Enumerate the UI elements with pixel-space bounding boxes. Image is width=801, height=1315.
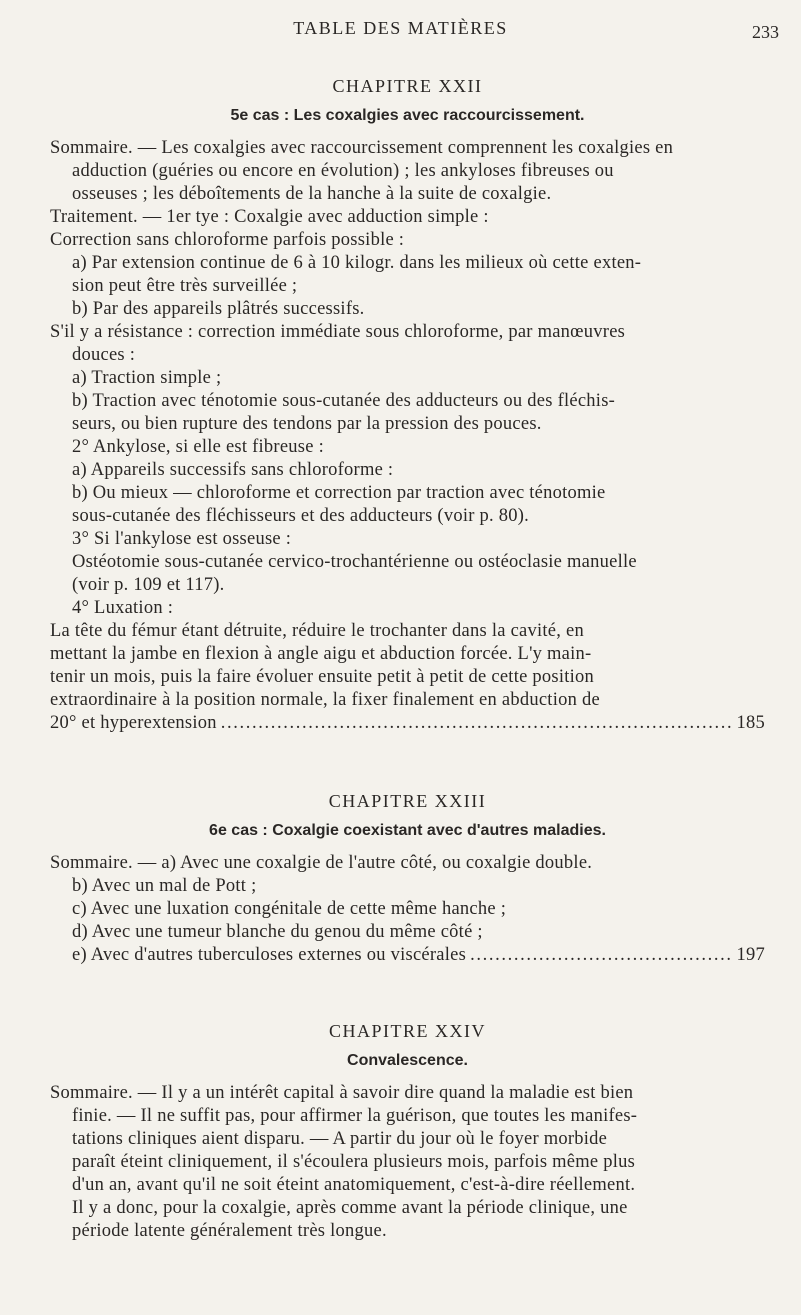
toc-page-number: 197 bbox=[736, 945, 765, 965]
table-of-contents bbox=[50, 58, 765, 1243]
text-line: Sommaire. — a) Avec une coxalgie de l'autre côté, ou coxalgie double. bbox=[50, 853, 593, 873]
chapter-subtitle: Convalescence. bbox=[347, 1052, 468, 1069]
dot-leader bbox=[470, 944, 732, 967]
text-line: seurs, ou bien rupture des tendons par la pression des pouces. bbox=[72, 414, 542, 434]
toc-page-number: 185 bbox=[736, 713, 765, 733]
text-line: période latente généralement très longue. bbox=[72, 1221, 387, 1241]
toc-entry bbox=[50, 944, 765, 967]
text-line: b) Ou mieux — chloroforme et correction par traction avec ténotomie bbox=[72, 483, 606, 503]
text-line: finie. — Il ne suffit pas, pour affirmer la guérison, que toutes les manifes- bbox=[72, 1106, 638, 1126]
text-line: a) Traction simple ; bbox=[72, 368, 222, 388]
toc-entry-text: e) Avec d'autres tuberculoses externes ou viscérales bbox=[72, 945, 467, 965]
text-line: Sommaire. — Il y a un intérêt capital à savoir dire quand la maladie est bien bbox=[50, 1083, 634, 1103]
text-line: a) Par extension continue de 6 à 10 kilogr. dans les milieux où cette exten- bbox=[72, 253, 642, 273]
text-line: 2° Ankylose, si elle est fibreuse : bbox=[72, 437, 324, 457]
text-line: adduction (guéries ou encore en évolution) ; les ankyloses fibreuses ou bbox=[72, 161, 614, 181]
text-line: osseuses ; les déboîtements de la hanche à la suite de coxalgie. bbox=[72, 184, 552, 204]
chapter-title: CHAPITRE XXII bbox=[332, 76, 483, 96]
chapter-xxiii bbox=[50, 791, 765, 967]
running-title: TABLE DES MATIÈRES bbox=[293, 18, 508, 38]
text-line: 3° Si l'ankylose est osseuse : bbox=[72, 529, 292, 549]
page-number: 233 bbox=[752, 22, 779, 42]
text-line: douces : bbox=[72, 345, 136, 365]
text-line: a) Appareils successifs sans chloroforme : bbox=[72, 460, 394, 480]
text-line: (voir p. 109 et 117). bbox=[72, 575, 225, 595]
text-line: mettant la jambe en flexion à angle aigu et abduction forcée. L'y main- bbox=[50, 644, 592, 664]
text-line: b) Traction avec ténotomie sous-cutanée des adducteurs ou des fléchis- bbox=[72, 391, 616, 411]
text-line: tations cliniques aient disparu. — A partir du jour où le foyer morbide bbox=[72, 1129, 608, 1149]
toc-entry bbox=[50, 712, 765, 735]
text-line: c) Avec une luxation congénitale de cette même hanche ; bbox=[72, 899, 507, 919]
text-line: Correction sans chloroforme parfois possible : bbox=[50, 230, 405, 250]
text-line: La tête du fémur étant détruite, réduire le trochanter dans la cavité, en bbox=[50, 621, 584, 641]
text-line: sion peut être très surveillée ; bbox=[72, 276, 298, 296]
chapter-xxiv bbox=[50, 1021, 765, 1243]
chapter-title: CHAPITRE XXIII bbox=[328, 791, 487, 811]
page-header bbox=[0, 18, 801, 48]
text-line: b) Par des appareils plâtrés successifs. bbox=[72, 299, 365, 319]
text-line: paraît éteint cliniquement, il s'écoulera plusieurs mois, parfois même plus bbox=[72, 1152, 636, 1172]
chapter-title: CHAPITRE XXIV bbox=[329, 1021, 486, 1041]
text-line: b) Avec un mal de Pott ; bbox=[72, 876, 257, 896]
text-line: extraordinaire à la position normale, la fixer finalement en abduction de bbox=[50, 690, 600, 710]
toc-entry-text: 20° et hyperextension bbox=[50, 713, 217, 733]
chapter-xxii bbox=[50, 76, 765, 735]
text-line: Il y a donc, pour la coxalgie, après comme avant la période clinique, une bbox=[72, 1198, 628, 1218]
text-line: 4° Luxation : bbox=[72, 598, 174, 618]
text-line: d) Avec une tumeur blanche du genou du même côté ; bbox=[72, 922, 483, 942]
text-line: Ostéotomie sous-cutanée cervico-trochantérienne ou ostéoclasie manuelle bbox=[72, 552, 637, 572]
dot-leader bbox=[221, 712, 733, 735]
text-line: sous-cutanée des fléchisseurs et des adducteurs (voir p. 80). bbox=[72, 506, 530, 526]
text-line: Traitement. — 1er tye : Coxalgie avec adduction simple : bbox=[50, 207, 489, 227]
text-line: Sommaire. — Les coxalgies avec raccourcissement comprennent les coxalgies en bbox=[50, 138, 674, 158]
text-line: d'un an, avant qu'il ne soit éteint anatomiquement, c'est-à-dire réellement. bbox=[72, 1175, 636, 1195]
chapter-subtitle: 6e cas : Coxalgie coexistant avec d'autres maladies. bbox=[209, 822, 606, 839]
text-line: tenir un mois, puis la faire évoluer ensuite petit à petit de cette position bbox=[50, 667, 595, 687]
chapter-subtitle: 5e cas : Les coxalgies avec raccourcissement. bbox=[230, 107, 585, 124]
text-line: S'il y a résistance : correction immédiate sous chloroforme, par manœuvres bbox=[50, 322, 626, 342]
